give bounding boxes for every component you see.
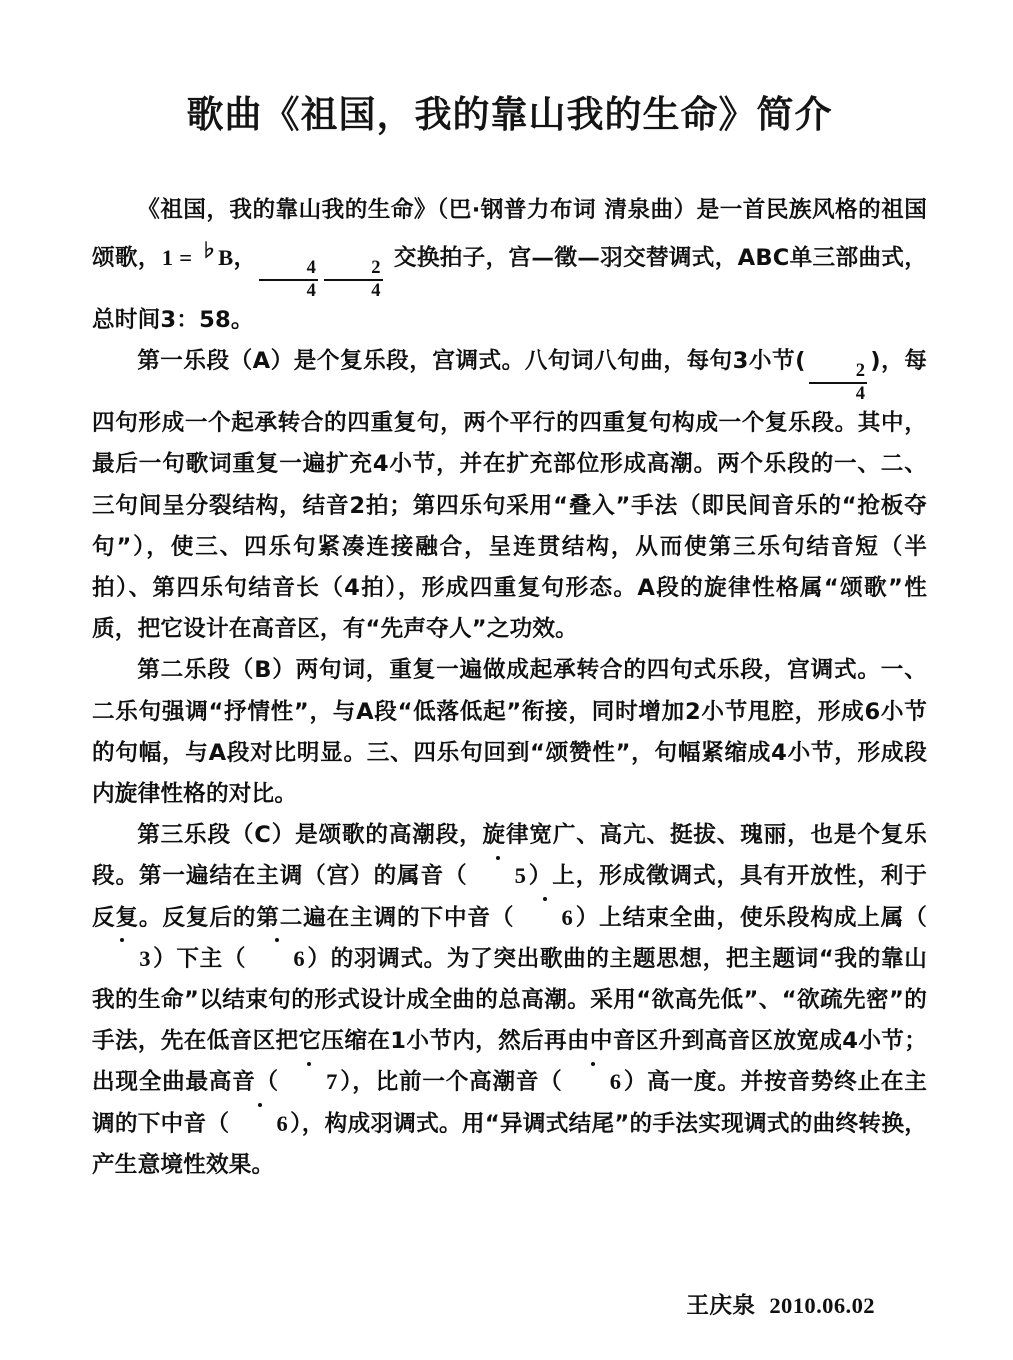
section-c-text-8: ），构成羽调式。用“异调式结尾”的手法实现调式的曲终转换，产生意境性效果。	[92, 1110, 928, 1178]
time-signature-denominator: 4	[371, 279, 381, 301]
jianpu-note-high-5: 5	[468, 865, 527, 888]
signature-date: 2010.06.02	[769, 1293, 875, 1318]
time-signature-two-four	[324, 259, 383, 300]
jianpu-note-high-6: 6	[564, 1071, 623, 1094]
section-c-text-3: ）上结束全曲，使乐段构成上属（	[575, 904, 928, 931]
time-signature-two-four	[809, 362, 868, 403]
jianpu-note-high-7: 7	[280, 1071, 339, 1094]
section-c-text-2: ）上，形成徵调式，具有开放性，利于反复。反复后的第二遍在主调的下中音（	[92, 863, 927, 931]
document-body	[92, 190, 927, 1186]
intro-text-after-meters: 交换拍子，宫—徵—羽交替调式，ABC单三部曲式，总时间3：58。	[92, 245, 928, 334]
intro-text-before-key: 《祖国，我的靠山我的生命》（巴·钢普力布词 清泉曲）是一首民族风格的祖国颂歌，	[92, 197, 927, 272]
paragraph-section-b	[92, 650, 927, 815]
signature-block	[92, 1288, 927, 1320]
time-signature-four-four	[259, 259, 318, 300]
jianpu-note-high-6: 6	[515, 907, 574, 930]
author-name: 王庆泉	[686, 1293, 756, 1319]
section-c-text-6: ），比前一个高潮音（	[339, 1069, 563, 1096]
section-c-text-4: ）下主（	[152, 945, 247, 972]
time-signature-denominator: 4	[306, 279, 317, 301]
jianpu-note-high-3: 3	[93, 948, 152, 971]
section-c-text-7: ）高一度。并按音势终止在主调的下中音（	[92, 1069, 928, 1137]
section-a-text-before-meter: 第一乐段（A）是个复乐段，宫调式。八句词八句曲，每句3小节(	[137, 348, 806, 375]
section-b-text: 第二乐段（B）两句词，重复一遍做成起承转合的四句式乐段，宫调式。一、二乐句强调“抒情性”，与A段“低落低起”衔接，同时增加2小节甩腔，形成6小节的句幅，与A段对比明显。三、四乐句回到“颂赞性”，句幅紧缩成4小节，形成段内旋律性格的对比。	[92, 657, 927, 807]
section-a-text-after-meter: )，每四句形成一个起承转合的四重复句，两个平行的四重复句构成一个复乐段。其中，最后一句歌词重复一遍扩充4小节，并在扩充部位形成高潮。两个乐段的一、二、三句间呈分裂结构，结音2拍；第四乐句采用“叠入”手法（即民间音乐的“抢板夺句”），使三、四乐句紧凑连接融合，呈连贯结构，从而使第三乐句结音短（半拍）、第四乐句结音长（4拍），形成四重复句形态。A段的旋律性格属“颂歌”性质，把它设计在高音区，有“先声夺人”之功效。	[92, 348, 927, 643]
key-trailing-comma: ，	[233, 245, 257, 272]
time-signature-numerator: 4	[259, 259, 318, 281]
key-prefix: 1 =	[161, 245, 199, 271]
flat-symbol-icon: ♭	[199, 241, 219, 263]
paragraph-section-c	[92, 815, 927, 1186]
jianpu-note-high-6: 6	[247, 948, 306, 971]
paragraph-section-a	[92, 341, 927, 650]
key-letter: B	[218, 245, 234, 271]
time-signature-denominator: 4	[855, 382, 866, 404]
section-c-text-1: 第三乐段（C）是颂歌的高潮段，旋律宽广、高亢、挺拔、瑰丽，也是个复乐段。第一遍结在主调（宫）的属音（	[92, 822, 927, 890]
section-c-text-5: ）的羽调式。为了突出歌曲的主题思想，把主题词“我的靠山我的生命”以结束句的形式设计成全曲的总高潮。采用“欲高先低”、“欲疏先密”的手法，先在低音区把它压缩在1小节内，然后再由中音区升到高音区放宽成4小节；出现全曲最高音（	[92, 945, 927, 1096]
paragraph-intro	[92, 190, 927, 341]
time-signature-numerator: 2	[809, 362, 868, 384]
jianpu-note-high-6: 6	[230, 1113, 289, 1136]
key-signature	[161, 241, 234, 271]
page-title: 歌曲《祖国，我的靠山我的生命》简介	[186, 93, 833, 136]
time-signature-numerator: 2	[324, 259, 383, 281]
